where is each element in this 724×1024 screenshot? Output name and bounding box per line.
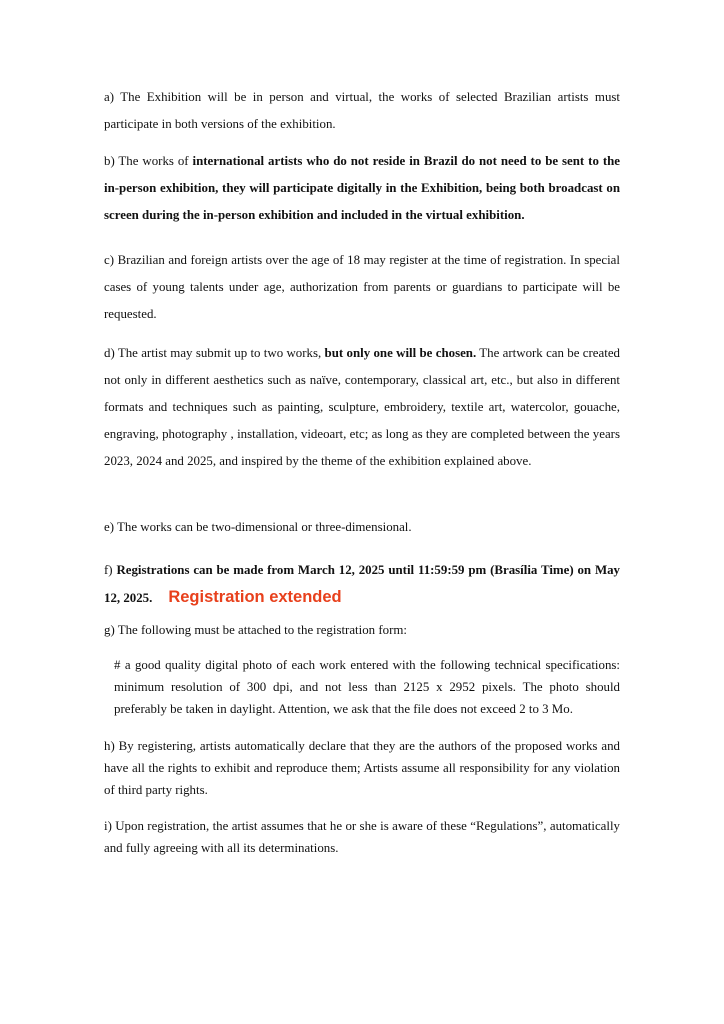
paragraph-g bbox=[104, 617, 620, 644]
paragraph-d bbox=[104, 340, 620, 475]
paragraph-f-bold: Registrations can be made from March 12, 2025 until 11:59:59 pm (Brasília Time) on May 12, 2025. bbox=[104, 563, 620, 605]
paragraph-c bbox=[104, 247, 620, 328]
paragraph-f-prefix: f) bbox=[104, 563, 117, 577]
registration-extended-note: Registration extended bbox=[168, 588, 342, 606]
paragraph-d-bold: but only one will be chosen. bbox=[324, 346, 477, 360]
paragraph-g-text: g) The following must be attached to the registration form: bbox=[104, 623, 407, 637]
paragraph-f bbox=[104, 557, 620, 612]
paragraph-b-bold: international artists who do not reside in Brazil do not need to be sent to the in-person exhibition, they will participate digitally in the Exhibition, being both broadcast on screen during the in-person exhibition and included in the virtual exhibition. bbox=[104, 154, 621, 222]
paragraph-i bbox=[104, 815, 620, 859]
paragraph-b-prefix: b) The works of bbox=[104, 154, 193, 168]
paragraph-d-suffix: The artwork can be created not only in different aesthetics such as naïve, contemporary, classical art, etc., but also in different formats and techniques such as painting, sculpture, embroidery, textile art, watercolor, gouache, engraving, photography , installation, videoart, etc; as long as they are completed between the years 2023, 2024 and 2025, and inspired by the theme of the exhibition explained above. bbox=[104, 346, 620, 468]
paragraph-g-detail bbox=[104, 654, 620, 720]
paragraph-e-text: e) The works can be two-dimensional or three-dimensional. bbox=[104, 520, 412, 534]
paragraph-a bbox=[104, 84, 620, 138]
paragraph-i-text: i) Upon registration, the artist assumes that he or she is aware of these “Regulations”, automatically and fully agreeing with all its determinations. bbox=[104, 819, 620, 855]
paragraph-h bbox=[104, 735, 620, 801]
paragraph-h-text: h) By registering, artists automatically declare that they are the authors of the proposed works and have all the rights to exhibit and reproduce them; Artists assume all responsibility for any violation of third party rights. bbox=[104, 739, 620, 797]
paragraph-c-text: c) Brazilian and foreign artists over the age of 18 may register at the time of registration. In special cases of young talents under age, authorization from parents or guardians to participate will be requested. bbox=[104, 253, 620, 321]
paragraph-d-prefix: d) The artist may submit up to two works, bbox=[104, 346, 325, 360]
paragraph-a-text: a) The Exhibition will be in person and virtual, the works of selected Brazilian artists must participate in both versions of the exhibition. bbox=[104, 90, 620, 131]
paragraph-g-detail-text: # a good quality digital photo of each work entered with the following technical specifications: minimum resolution of 300 dpi, and not less than 2125 x 2952 pixels. The photo should preferably be taken in daylight. Attention, we ask that the file does not exceed 2 to 3 Mo. bbox=[114, 658, 620, 716]
paragraph-b bbox=[104, 148, 620, 229]
paragraph-e bbox=[104, 514, 620, 541]
